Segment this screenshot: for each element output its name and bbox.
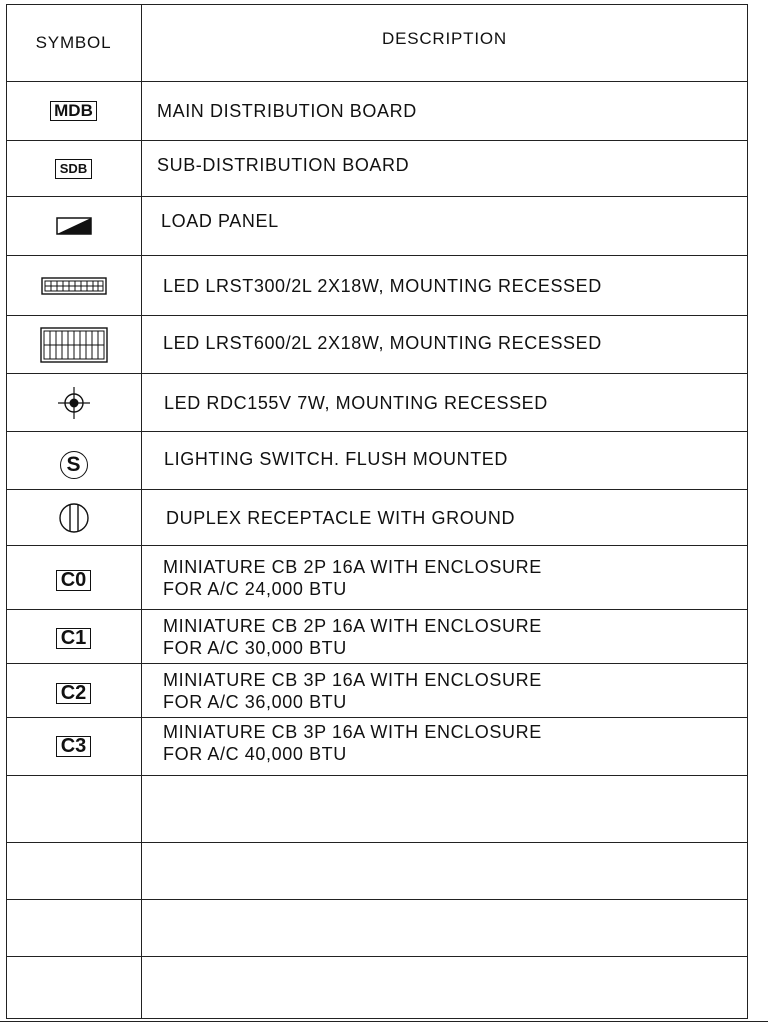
led-panel-large-icon xyxy=(40,327,108,363)
row-description-line2: FOR A/C 30,000 BTU xyxy=(163,637,347,658)
cb-box-icon: C0 xyxy=(56,570,92,591)
row-description: DUPLEX RECEPTACLE WITH GROUND xyxy=(166,507,516,528)
table-row xyxy=(6,316,748,374)
bottom-rule xyxy=(0,1021,768,1022)
load-panel-icon xyxy=(56,217,92,235)
table-row xyxy=(6,432,748,490)
header-row xyxy=(6,4,748,82)
table-row xyxy=(6,197,748,256)
table-row xyxy=(6,256,748,316)
table-row xyxy=(6,718,748,776)
empty-row xyxy=(6,843,748,900)
receptacle-icon xyxy=(57,501,91,535)
row-description-line1: MINIATURE CB 3P 16A WITH ENCLOSURE xyxy=(163,721,542,742)
row-description: LED LRST600/2L 2X18W, MOUNTING RECESSED xyxy=(163,332,602,353)
cb-box-icon: C1 xyxy=(56,628,92,649)
empty-row xyxy=(6,776,748,843)
row-description-line1: MINIATURE CB 2P 16A WITH ENCLOSURE xyxy=(163,615,542,636)
empty-row xyxy=(6,900,748,957)
row-description: LED RDC155V 7W, MOUNTING RECESSED xyxy=(164,392,548,413)
row-description-line1: MINIATURE CB 2P 16A WITH ENCLOSURE xyxy=(163,556,542,577)
table-row xyxy=(6,374,748,432)
switch-icon: S xyxy=(60,451,88,479)
row-description: LIGHTING SWITCH. FLUSH MOUNTED xyxy=(164,448,509,469)
row-description: LOAD PANEL xyxy=(161,211,279,231)
row-description: MAIN DISTRIBUTION BOARD xyxy=(157,101,417,121)
row-description-line1: MINIATURE CB 3P 16A WITH ENCLOSURE xyxy=(163,669,542,690)
header-symbol: SYMBOL xyxy=(35,32,112,52)
downlight-icon xyxy=(54,383,94,423)
row-description: SUB-DISTRIBUTION BOARD xyxy=(157,154,410,175)
empty-row xyxy=(6,957,748,1019)
cb-box-icon: C2 xyxy=(56,683,92,704)
table-row xyxy=(6,610,748,664)
row-description-line2: FOR A/C 36,000 BTU xyxy=(163,691,347,712)
table-row xyxy=(6,141,748,197)
table-row xyxy=(6,82,748,141)
led-panel-small-icon xyxy=(41,277,107,295)
cb-box-icon: C3 xyxy=(56,736,92,757)
table-row xyxy=(6,490,748,546)
row-description: LED LRST300/2L 2X18W, MOUNTING RECESSED xyxy=(163,275,602,296)
row-description-line2: FOR A/C 40,000 BTU xyxy=(163,743,347,764)
row-description-line2: FOR A/C 24,000 BTU xyxy=(163,578,347,599)
sdb-box-icon: SDB xyxy=(55,159,92,179)
header-description: DESCRIPTION xyxy=(382,28,507,48)
table-row xyxy=(6,664,748,718)
mdb-box-icon: MDB xyxy=(50,101,97,121)
table-row xyxy=(6,546,748,610)
